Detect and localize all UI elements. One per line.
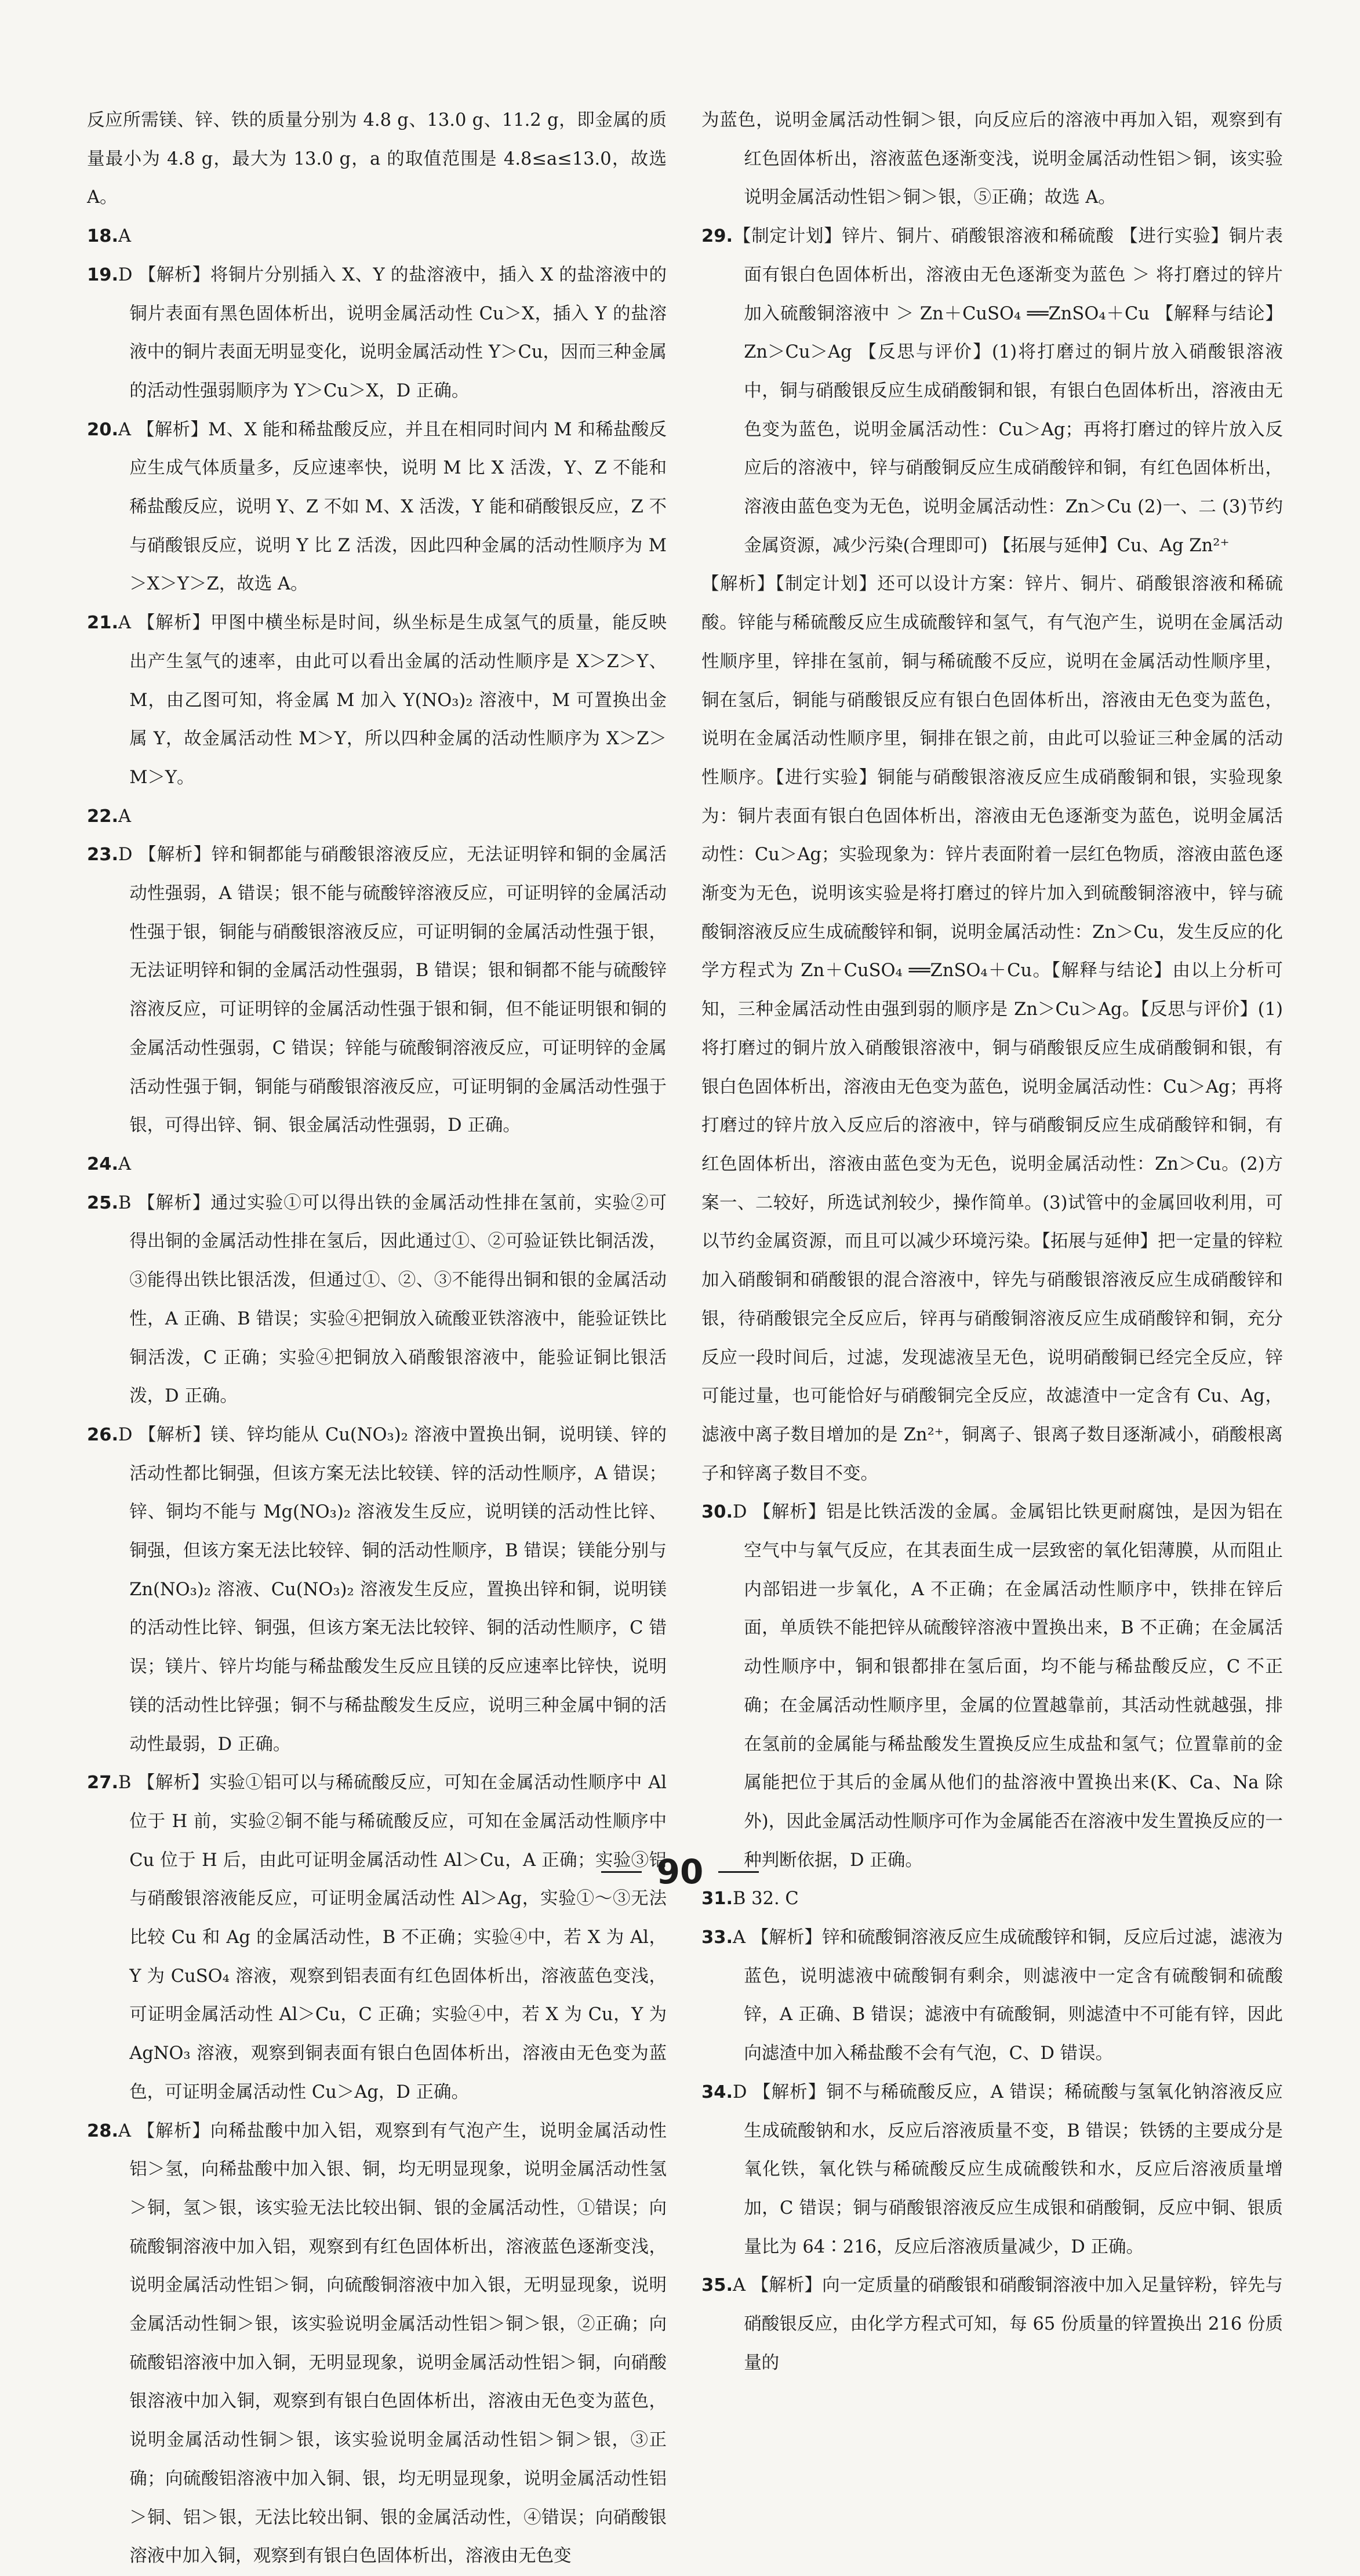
left-column (87, 101, 667, 2576)
left-continuation: 反应所需镁、锌、铁的质量分别为 4.8 g、13.0 g、11.2 g，即金属的质量最小为 4.8 g，最大为 13.0 g，a 的取值范围是 4.8≤a≤13.0，故选 A。 (87, 110, 667, 208)
answer-27: 27.B 【解析】实验①铝可以与稀硫酸反应，可知在金属活动性顺序中 Al 位于 H 前，实验②铜不能与稀硫酸反应，可知在金属活动性顺序中 Cu 位于 H 后，由此可证明金属活动性 Al＞Cu，A 正确；实验③铝与硝酸银溶液能反应，可证明金属活动性 Al＞Ag，实验①～③无法比较 Cu 和 Ag 的金属活动性，B 不正确；实验④中，若 X 为 Al，Y 为 CuSO₄ 溶液，观察到铝表面有红色固体析出，溶液蓝色变浅，可证明金属活动性 Al＞Cu，C 正确；实验④中，若 X 为 Cu，Y 为 AgNO₃ 溶液，观察到铜表面有银白色固体析出，溶液由无色变为蓝色，可证明金属活动性 Cu＞Ag，D 正确。 (87, 1773, 667, 2102)
answer-23: 23.D 【解析】锌和铜都能与硝酸银溶液反应，无法证明锌和铜的金属活动性强弱，A 错误；银不能与硫酸锌溶液反应，可证明锌的金属活动性强于银，铜能与硝酸银溶液反应，可证明铜的金属活动性强于银，无法证明锌和铜的金属活动性强弱，B 错误；银和铜都不能与硫酸锌溶液反应，可证明锌的金属活动性强于银和铜，但不能证明银和铜的金属活动性强弱，C 错误；锌能与硫酸铜溶液反应，可证明锌的金属活动性强于铜，铜能与硝酸银溶液反应，可证明铜的金属活动性强于银，可得出锌、铜、银金属活动性强弱，D 正确。 (87, 845, 667, 1136)
answer-24: 24.A (87, 1154, 132, 1174)
answer-29-analysis: 【解析】【制定计划】还可以设计方案：锌片、铜片、硝酸银溶液和稀硫酸。锌能与稀硫酸反应生成硫酸锌和氢气，有气泡产生，说明在金属活动性顺序里，锌排在氢前，铜与稀硫酸不反应，说明在金属活动性顺序里，铜在氢后，铜能与硝酸银反应有银白色固体析出，溶液由无色变为蓝色，说明在金属活动性顺序里，铜排在银之前，由此可以验证三种金属的活动性顺序。【进行实验】铜能与硝酸银溶液反应生成硝酸铜和银，实验现象为：铜片表面有银白色固体析出，溶液由无色逐渐变为蓝色，说明金属活动性：Cu＞Ag；实验现象为：锌片表面附着一层红色物质，溶液由蓝色逐渐变为无色，说明该实验是将打磨过的锌片加入到硫酸铜溶液中，锌与硫酸铜溶液反应生成硫酸锌和铜，说明金属活动性：Zn＞Cu，发生反应的化学方程式为 Zn＋CuSO₄ ══ZnSO₄＋Cu。【解释与结论】由以上分析可知，三种金属活动性由强到弱的顺序是 Zn＞Cu＞Ag。【反思与评价】(1)将打磨过的铜片放入硝酸银溶液中，铜与硝酸银反应生成硝酸铜和银，有银白色固体析出，溶液由无色变为蓝色，说明金属活动性：Cu＞Ag；再将打磨过的锌片放入反应后的溶液中，锌与硝酸铜反应生成硝酸锌和铜，有红色固体析出，溶液由蓝色变为无色，说明金属活动性：Zn＞Cu。(2)方案一、二较好，所选试剂较少，操作简单。(3)试管中的金属回收利用，可以节约金属资源，而且可以减少环境污染。【拓展与延伸】把一定量的锌粒加入硝酸铜和硝酸银的混合溶液中，锌先与硝酸银溶液反应生成硝酸锌和银，待硝酸银完全反应后，锌再与硝酸铜溶液反应生成硝酸锌和铜，充分反应一段时间后，过滤，发现滤液呈无色，说明硝酸铜已经完全反应，锌可能过量，也可能恰好与硝酸铜完全反应，故滤渣中一定含有 Cu、Ag，滤液中离子数目增加的是 Zn²⁺，铜离子、银离子数目逐渐减小，硝酸根离子和锌离子数目不变。 (701, 574, 1283, 1484)
footer-rule-right (718, 1871, 759, 1873)
page-number: 90 (656, 1852, 704, 1891)
answer-20: 20.A 【解析】M、X 能和稀盐酸反应，并且在相同时间内 M 和稀盐酸反应生成气体质量多，反应速率快，说明 M 比 X 活泼，Y、Z 不能和稀盐酸反应，说明 Y、Z 不如 M、X 活泼，Y 能和硝酸银反应，Z 不与硝酸银反应，说明 Y 比 Z 活泼，因此四种金属的活动性顺序为 M＞X＞Y＞Z，故选 A。 (87, 419, 667, 595)
answer-35: 35.A 【解析】向一定质量的硝酸银和硝酸铜溶液中加入足量锌粉，锌先与硝酸银反应，由化学方程式可知，每 65 份质量的锌置换出 216 份质量的 (701, 2275, 1283, 2373)
page-footer (0, 1852, 1360, 1891)
answer-29: 29.【制定计划】锌片、铜片、硝酸银溶液和稀硫酸 【进行实验】铜片表面有银白色固体析出，溶液由无色逐渐变为蓝色 ＞ 将打磨过的锌片加入硫酸铜溶液中 ＞ Zn＋CuSO₄ ══ZnSO₄＋Cu 【解释与结论】Zn＞Cu＞Ag 【反思与评价】(1)将打磨过的铜片放入硝酸银溶液中，铜与硝酸银反应生成硝酸铜和银，有银白色固体析出，溶液由无色变为蓝色，说明金属活动性：Cu＞Ag；再将打磨过的锌片放入反应后的溶液中，锌与硝酸铜反应生成硝酸锌和铜，有红色固体析出，溶液由蓝色变为无色，说明金属活动性：Zn＞Cu (2)一、二 (3)节约金属资源，减少污染(合理即可) 【拓展与延伸】Cu、Ag Zn²⁺ (701, 226, 1283, 556)
answer-21: 21.A 【解析】甲图中横坐标是时间，纵坐标是生成氢气的质量，能反映出产生氢气的速率，由此可以看出金属的活动性顺序是 X＞Z＞Y、M，由乙图可知，将金属 M 加入 Y(NO₃)₂ 溶液中，M 可置换出金属 Y，故金属活动性 M＞Y，所以四种金属的活动性顺序为 X＞Z＞M＞Y。 (87, 613, 667, 788)
right-column (701, 101, 1283, 2382)
answer-19: 19.D 【解析】将铜片分别插入 X、Y 的盐溶液中，插入 X 的盐溶液中的铜片表面有黑色固体析出，说明金属活动性 Cu＞X，插入 Y 的盐溶液中的铜片表面无明显变化，说明金属活动性 Y＞Cu，因而三种金属的活动性强弱顺序为 Y＞Cu＞X，D 正确。 (87, 264, 667, 401)
answer-28-continued: 为蓝色，说明金属活动性铜＞银，向反应后的溶液中再加入铝，观察到有红色固体析出，溶液蓝色逐渐变浅，说明金属活动性铝＞铜，该实验说明金属活动性铝＞铜＞银，⑤正确；故选 A。 (701, 110, 1283, 208)
answer-22: 22.A (87, 806, 132, 827)
answer-28: 28.A 【解析】向稀盐酸中加入铝，观察到有气泡产生，说明金属活动性铝＞氢，向稀盐酸中加入银、铜，均无明显现象，说明金属活动性氢＞铜，氢＞银，该实验无法比较出铜、银的金属活动性，①错误；向硫酸铜溶液中加入铝，观察到有红色固体析出，溶液蓝色逐渐变浅，说明金属活动性铝＞铜，向硫酸铜溶液中加入银，无明显现象，说明金属活动性铜＞银，该实验说明金属活动性铝＞铜＞银，②正确；向硫酸铝溶液中加入铜，无明显现象，说明金属活动性铝＞铜，向硝酸银溶液中加入铜，观察到有银白色固体析出，溶液由无色变为蓝色，说明金属活动性铜＞银，该实验说明金属活动性铝＞铜＞银，③正确；向硫酸铝溶液中加入铜、银，均无明显现象，说明金属活动性铝＞铜、铝＞银，无法比较出铜、银的金属活动性，④错误；向硝酸银溶液中加入铜，观察到有银白色固体析出，溶液由无色变 (87, 2120, 667, 2567)
answer-31-32: 31.B 32. C (701, 1889, 799, 1909)
answer-25: 25.B 【解析】通过实验①可以得出铁的金属活动性排在氢前，实验②可得出铜的金属活动性排在氢后，因此通过①、②可验证铁比铜活泼，③能得出铁比银活泼，但通过①、②、③不能得出铜和银的金属活动性，A 正确、B 错误；实验④把铜放入硫酸亚铁溶液中，能验证铁比铜活泼，C 正确；实验④把铜放入硝酸银溶液中，能验证铜比银活泼，D 正确。 (87, 1192, 667, 1407)
answer-33: 33.A 【解析】锌和硫酸铜溶液反应生成硫酸锌和铜，反应后过滤，滤液为蓝色，说明滤液中硫酸铜有剩余，则滤液中一定含有硫酸铜和硫酸锌，A 正确、B 错误；滤液中有硫酸铜，则滤渣中不可能有锌，因此向滤渣中加入稀盐酸不会有气泡，C、D 错误。 (701, 1927, 1283, 2064)
answer-26: 26.D 【解析】镁、锌均能从 Cu(NO₃)₂ 溶液中置换出铜，说明镁、锌的活动性都比铜强，但该方案无法比较镁、锌的活动性顺序，A 错误；锌、铜均不能与 Mg(NO₃)₂ 溶液发生反应，说明镁的活动性比锌、铜强，但该方案无法比较锌、铜的活动性顺序，B 错误；镁能分别与 Zn(NO₃)₂ 溶液、Cu(NO₃)₂ 溶液发生反应，置换出锌和铜，说明镁的活动性比锌、铜强，但该方案无法比较锌、铜的活动性顺序，C 错误；镁片、锌片均能与稀盐酸发生反应且镁的反应速率比锌快，说明镁的活动性比锌强；铜不与稀盐酸发生反应，说明三种金属中铜的活动性最弱，D 正确。 (87, 1424, 667, 1755)
answer-18: 18.A (87, 226, 132, 247)
answer-30: 30.D 【解析】铝是比铁活泼的金属。金属铝比铁更耐腐蚀，是因为铝在空气中与氧气反应，在其表面生成一层致密的氧化铝薄膜，从而阻止内部铝进一步氧化，A 不正确；在金属活动性顺序中，铁排在锌后面，单质铁不能把锌从硫酸锌溶液中置换出来，B 不正确；在金属活动性顺序中，铜和银都排在氢后面，均不能与稀盐酸反应，C 不正确；在金属活动性顺序里，金属的位置越靠前，其活动性就越强，排在氢前的金属能与稀盐酸发生置换反应生成盐和氢气；位置靠前的金属能把位于其后的金属从他们的盐溶液中置换出来(K、Ca、Na 除外)，因此金属活动性顺序可作为金属能否在溶液中发生置换反应的一种判断依据，D 正确。 (701, 1502, 1283, 1871)
footer-rule-left (601, 1871, 642, 1873)
answer-34: 34.D 【解析】铜不与稀硫酸反应，A 错误；稀硫酸与氢氧化钠溶液反应生成硫酸钠和水，反应后溶液质量不变，B 错误；铁锈的主要成分是氧化铁，氧化铁与稀硫酸反应生成硫酸铁和水，反应后溶液质量增加，C 错误；铜与硝酸银溶液反应生成银和硝酸铜，反应中铜、银质量比为 64∶216，反应后溶液质量减少，D 正确。 (701, 2082, 1283, 2257)
